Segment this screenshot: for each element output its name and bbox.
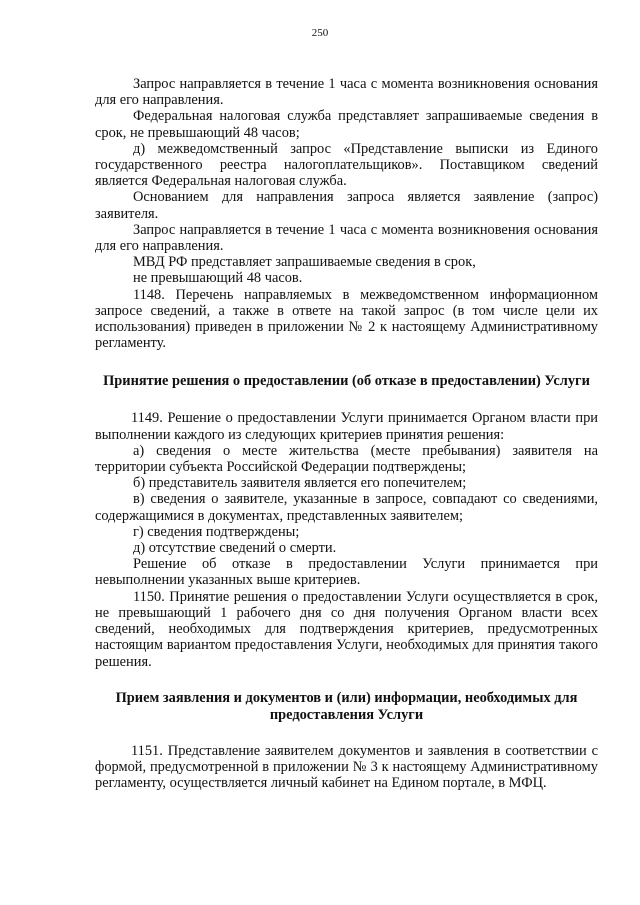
paragraph: не превышающий 48 часов. [133, 270, 303, 287]
paragraph: в) сведения о заявителе, указанные в запросе, совпадают со сведениями, содержащимися в документах, представленных заявителем; [95, 491, 598, 524]
section-heading: Прием заявления и документов и (или) информации, необходимых для предоставления Услуги [115, 689, 578, 723]
paragraph: Основанием для направления запроса является заявление (запрос) заявителя. [95, 189, 598, 222]
paragraph: г) сведения подтверждены; [133, 523, 300, 540]
paragraph: б) представитель заявителя является его попечителем; [133, 475, 467, 492]
paragraph: д) отсутствие сведений о смерти. [133, 540, 337, 557]
paragraph: МВД РФ представляет запрашиваемые сведения в срок, [133, 254, 476, 271]
paragraph: Запрос направляется в течение 1 часа с момента возникновения основания для его направления. [95, 221, 598, 255]
paragraph: д) межведомственный запрос «Представление выписки из Единого государственного реестра налогоплательщиков». Поставщиком сведений является Федеральная налоговая служба. [95, 140, 598, 190]
page-content [95, 76, 598, 791]
paragraph: 1148. Перечень направляемых в межведомственном информационном запросе сведений, а также в ответе на такой запрос (в том числе цели их использования) приведен в приложении № 2 к настоящему Административному регламенту. [95, 286, 598, 352]
paragraph: 1149. Решение о предоставлении Услуги принимается Органом власти при выполнении каждого из следующих критериев принятия решения: [95, 410, 598, 443]
section-heading: Принятие решения о предоставлении (об отказе в предоставлении) Услуги [103, 373, 590, 390]
paragraph: 1150. Принятие решения о предоставлении Услуги осуществляется в срок, не превышающий 1 рабочего дня со дня получения Органом власти всех сведений, необходимых для подтверждения критериев, предусмотренных настоящим вариантом предоставления Услуги, необходимых для принятия такого решения. [95, 588, 598, 670]
paragraph: Федеральная налоговая служба представляет запрашиваемые сведения в срок, не превышающий 48 часов; [95, 108, 598, 141]
page-number: 250 [311, 27, 329, 39]
paragraph: Решение об отказе в предоставлении Услуги принимается при невыполнении указанных выше критериев. [95, 556, 598, 589]
paragraph: 1151. Представление заявителем документов и заявления в соответствии с формой, предусмотренной в приложении № 3 к настоящему Административному регламенту, осуществляется личный кабинет на Едином портале, в МФЦ. [95, 742, 598, 792]
paragraph: Запрос направляется в течение 1 часа с момента возникновения основания для его направления. [95, 76, 598, 109]
paragraph: а) сведения о месте жительства (месте пребывания) заявителя на территории субъекта Российской Федерации подтверждены; [95, 442, 598, 476]
